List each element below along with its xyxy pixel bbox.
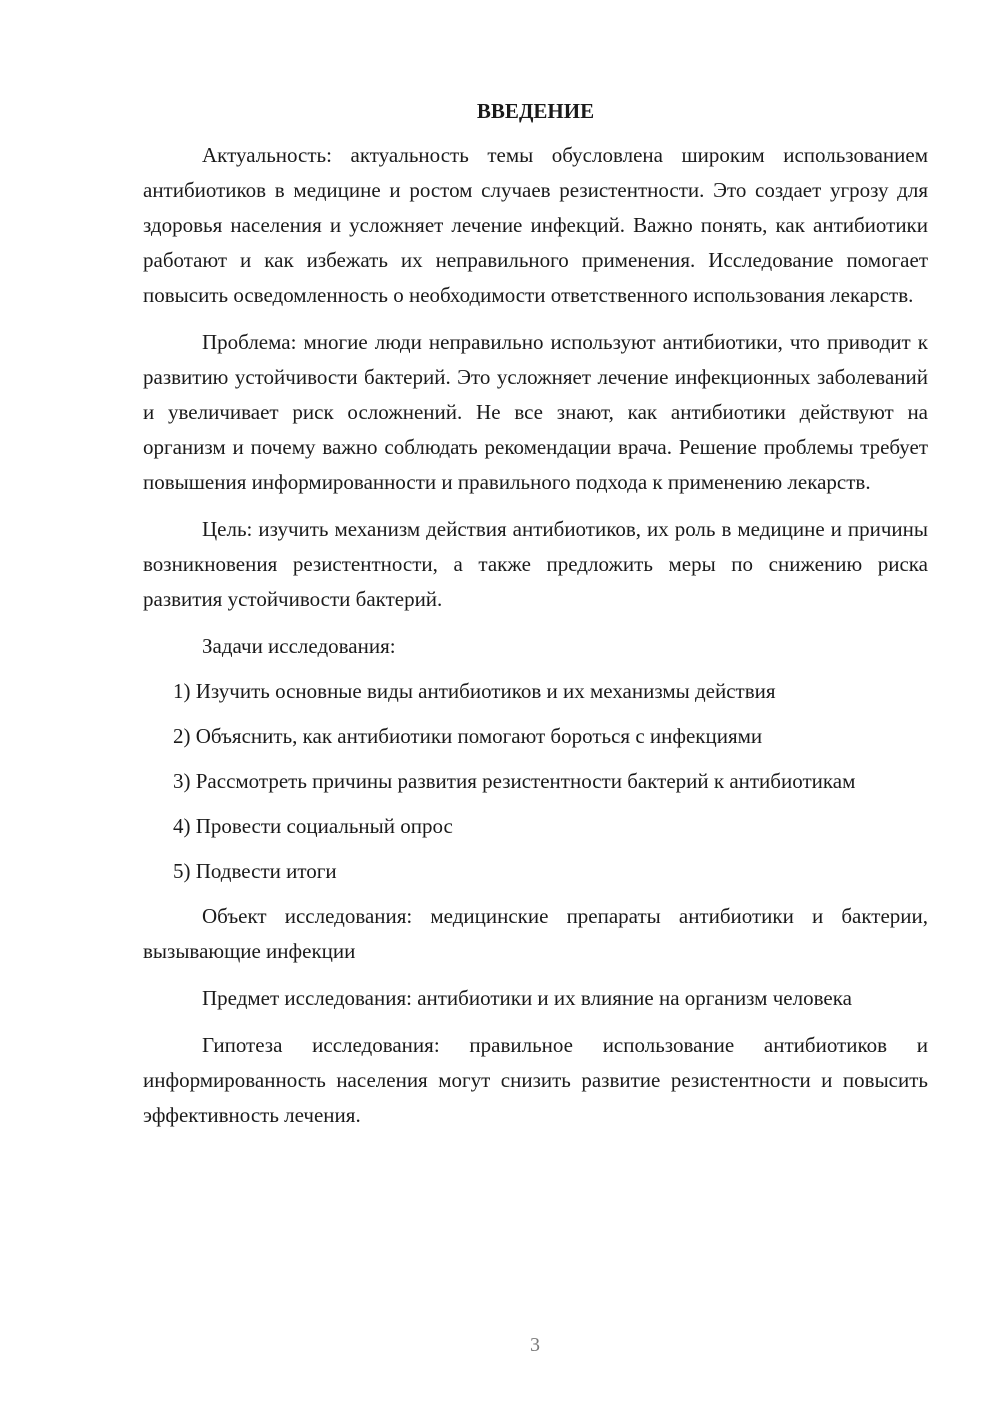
task-item: 2) Объяснить, как антибиотики помогают бороться с инфекциями: [173, 724, 763, 748]
object-paragraph: Объект исследования: медицинские препараты антибиотики и бактерии, вызывающие инфекции: [143, 904, 928, 963]
relevance-paragraph: Актуальность: актуальность темы обусловлена широким использованием антибиотиков в медицине и ростом случаев резистентности. Это создает угрозу для здоровья населения и усложняет лечение инфекций. Важно понять, как антибиотики работают и как избежать их неправильного применения. Исследование помогает повысить осведомленность о необходимости ответственного использования лекарств.: [143, 143, 928, 307]
task-item: 3) Рассмотреть причины развития резистентности бактерий к антибиотикам: [173, 769, 856, 793]
section-heading: ВВЕДЕНИЕ: [476, 99, 595, 123]
task-item: 1) Изучить основные виды антибиотиков и их механизмы действия: [173, 679, 776, 703]
tasks-list: [143, 674, 928, 889]
problem-paragraph: Проблема: многие люди неправильно используют антибиотики, что приводит к развитию устойчивости бактерий. Это усложняет лечение инфекционных заболеваний и увеличивает риск осложнений. Не все знают, как антибиотики действуют на организм и почему важно соблюдать рекомендации врача. Решение проблемы требует повышения информированности и правильного подхода к применению лекарств.: [143, 330, 928, 494]
subject-paragraph: Предмет исследования: антибиотики и их влияние на организм человека: [202, 986, 852, 1010]
hypothesis-paragraph: Гипотеза исследования: правильное использование антибиотиков и информированность населения могут снизить развитие резистентности и повысить эффективность лечения.: [143, 1033, 928, 1127]
tasks-title: Задачи исследования:: [202, 634, 396, 658]
page-number: 3: [530, 1334, 540, 1356]
page-content: [143, 96, 928, 1145]
goal-paragraph: Цель: изучить механизм действия антибиотиков, их роль в медицине и причины возникновения резистентности, а также предложить меры по снижению риска развития устойчивости бактерий.: [143, 517, 928, 611]
task-item: 4) Провести социальный опрос: [173, 814, 453, 838]
task-item: 5) Подвести итоги: [173, 859, 337, 883]
